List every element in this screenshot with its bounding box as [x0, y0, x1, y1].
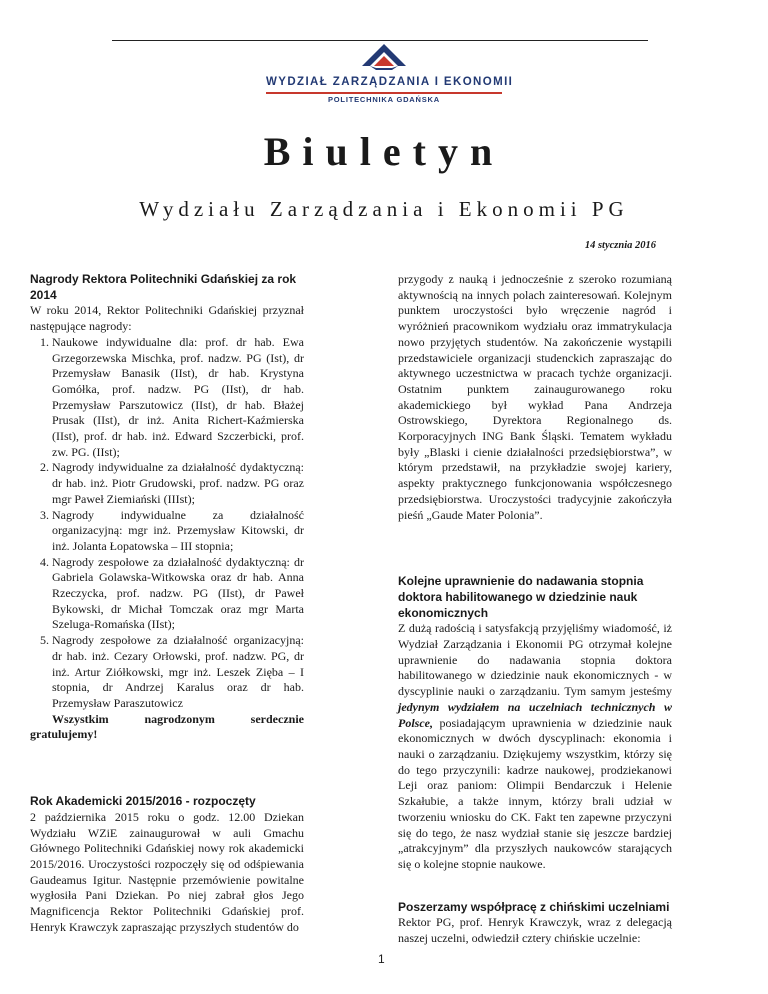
year-text-continued: przygody z nauką i jednocześnie z szeroko rozumianą aktywnością na innych polach zainteresowań. Kolejnym punktem uroczystości było wręczenie nagród i wyróżnień pracownikom wydziału oraz immatrykulacja nowo przyjętych studentów. Na zakończenie wystąpili przedstawiciele organizacji studenckich zapraszając do aktywnego uczestnictwa w pracach tychże organizacji. Ostatnim punktem zainaugurowanego roku akademickiego był wykład Pana Andrzeja Ostrowskiego, Dyrektora Regionalnego ds. Korporacyjnych ING Bank Śląski. Tematem wykładu były „Blaski i cienie działalności przedsiębiorstwa”, w którym przedstawił, na przykładzie swojej kariery, aspekty praktycznego funkcjonowania współczesnego przedsiębiorstwa. Uroczystości tradycyjnie zakończyła pieśń „Gaude Mater Polonia”. — [398, 272, 672, 522]
china-text: Rektor PG, prof. Henryk Krawczyk, wraz z delegacją naszej uczelni, odwiedził cztery chińskie uczelnie: — [398, 915, 672, 946]
awards-list — [30, 335, 304, 712]
logo-divider — [266, 92, 502, 94]
year-heading: Rok Akademicki 2015/2016 - rozpoczęty — [30, 794, 256, 809]
awards-heading: Nagrody Rektora Politechniki Gdańskiej za rok 2014 — [30, 272, 297, 302]
congrats-line: Wszystkim nagrodzonym serdecznie — [52, 711, 304, 726]
habilitation-text — [398, 621, 672, 872]
habilitation-heading: Kolejne uprawnienie do nadawania stopnia doktora habilitowanego w dziedzinie nauk ekonomicznych — [398, 574, 644, 620]
habilitation-emphasis: jedynym wydziałem na uczelniach technicznych w Polsce, — [398, 699, 672, 730]
list-item: 5. Nagrody zespołowe za działalność organizacyjną: dr hab. inż. Cezary Orłowski, prof. nadzw. PG, dr inż. Artur Ziółkowski, mgr inż. Leszek Zięba – I stopnia, dr Andrzej Karalus oraz dr hab. Przemysław Paraszutowicz — [52, 633, 304, 712]
year-text: 2 października 2015 roku o godz. 12.00 Dziekan Wydziału WZiE zainaugurował w auli Gmachu Głównego Politechniki Gdańskiej nowy rok akademicki 2015/2016. Uroczystości rozpoczęły się od odśpiewania Gaudeamus Igitur. Następnie przemówienie powitalne wygłosiła Pani Dziekan. Po niej zabrał głos Jego Magnificencja Rektor Politechniki Gdańskiej prof. Henryk Krawczyk zapraszając przyszłych studentów do — [30, 809, 304, 934]
page-number: 1 — [378, 952, 385, 966]
newsletter-subtitle: Wydziału Zarządzania i Ekonomii PG — [139, 197, 629, 221]
list-item: 1. Naukowe indywidualne dla: prof. dr hab. Ewa Grzegorzewska Mischka, prof. nadzw. PG (Ist), dr Przemysław Banasik (IIst), dr hab. Krystyna Gomółka, prof. nadzw. PG (IIst), dr hab. Przemysław Parszutowicz (IIst), dr hab. Błażej Prusak (IIst), dr inż. Anita Richert-Kaźmierska (IIst), prof. dr hab. inż. Edward Szczerbicki, prof. zw. PG. (IIst); — [52, 335, 304, 461]
issue-date: 14 stycznia 2016 — [584, 240, 656, 251]
newsletter-title: Biuletyn — [263, 129, 505, 174]
faculty-logo — [266, 42, 514, 104]
awards-intro: W roku 2014, Rektor Politechniki Gdańskiej przyznał następujące nagrody: — [30, 303, 304, 334]
left-column — [30, 272, 304, 935]
faculty-name: WYDZIAŁ ZARZĄDZANIA I EKONOMII — [266, 76, 514, 88]
list-item: 2. Nagrody indywidualne za działalność dydaktyczną: dr hab. inż. Piotr Grudowski, prof. nadzw. PG oraz mgr Paweł Ziemiański (IIIst); — [52, 460, 304, 507]
top-rule — [112, 40, 648, 41]
china-heading: Poszerzamy współpracę z chińskimi uczelniami — [398, 899, 670, 914]
right-column — [398, 272, 672, 947]
list-item: 4. Nagrody zespołowe za działalność dydaktyczną: dr Gabriela Golawska-Witkowska oraz dr hab. Anna Rzeczycka, prof. nadzw. PG (IIst), dr Paweł Bykowski, dr Michał Tomczak oraz mgr Marta Szeluga-Romańska (IIst); — [52, 555, 304, 634]
university-name: POLITECHNIKA GDAŃSKA — [328, 95, 440, 104]
logo-mark-icon — [356, 42, 412, 72]
habilitation-text-part: posiadającym uprawnienia w dziedzinie nauk ekonomicznych w dwóch dyscyplinach: ekonomia i nauki o zarządzaniu. Dziękujemy wszystkim, którzy się do tego przyczynili: kadrze naukowej, prodziekanowi Leji oraz paniom: Olimpii Bendarczuk i Helenie Szkałubie, a także innym, którzy brali udział w tworzeniu wniosku do CK. Fakt ten zapewne przyczyni się do tego, że nasz wydział stanie się jeszcze bardziej „atrakcyjnym” dla przyszłych naukowców starających się o kolejne stopnie naukowe. — [398, 715, 672, 871]
habilitation-text-part: Z dużą radością i satysfakcją przyjęliśmy wiadomość, iż Wydział Zarządzania i Ekonomii PG otrzymał kolejne uprawnienie do nadawania stopnia doktora habilitowanego w dziedzinie nauk ekonomicznych - w dyscyplinie nauki o zarządzaniu. Tym samym jesteśmy — [398, 621, 672, 699]
congrats-line-end: gratulujemy! — [30, 727, 98, 742]
list-item: 3. Nagrody indywidualne za działalność organizacyjną: mgr inż. Przemysław Kitowski, dr inż. Jolanta Łopatowska – III stopnia; — [52, 508, 304, 555]
